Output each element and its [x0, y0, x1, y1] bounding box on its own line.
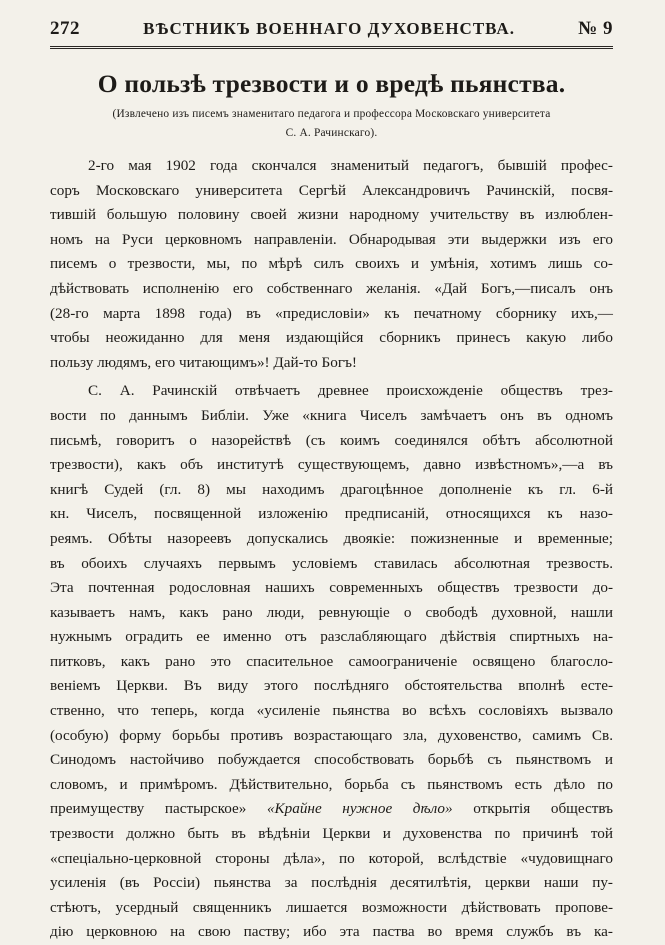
- text-line: дѣйствовать исполненію его собственнаго желанія. «Дай Богъ,—писалъ онъ: [50, 279, 613, 297]
- subtitle-line: (Извлечено изъ писемъ знаменитаго педагога и профессора Московскаго университета: [112, 108, 551, 120]
- text-line: питковъ, какъ рано это спасительное самоограниченіе освящено благосло-: [50, 652, 613, 670]
- text-line: 2-го мая 1902 года скончался знаменитый педагогъ, бывшій профес-: [88, 157, 613, 174]
- text-line: С. А. Рачинскій отвѣчаетъ древнее происхожденіе обществъ трез-: [88, 382, 613, 400]
- italic-quote: «Крайне нужное дѣло»: [266, 800, 453, 818]
- text-line: въ обоихъ случаяхъ первымъ условіемъ ставилась абсолютная трезвость.: [50, 554, 613, 572]
- line-text: преимуществу пастырское»: [50, 800, 247, 818]
- text-line: Эта почтенная родословная нашихъ современныхъ обществъ трезвости до-: [50, 579, 613, 597]
- paragraph-2: [50, 379, 613, 945]
- text-line: дію церковною на свою паству; ибо эта паства во время службъ въ ка-: [50, 923, 613, 941]
- text-line: номъ на Руси церковномъ направленіи. Обнародывая эти выдержки изъ его: [50, 230, 613, 248]
- subtitle-line: С. А. Рачинскаго).: [285, 127, 378, 139]
- text-line: кн. Чиселъ, посвященной изложенію предписаній, относящихся къ назо-: [50, 505, 613, 523]
- text-line: стѣютъ, усердный священникъ лишается возможности дѣйствовать пропове-: [50, 898, 613, 916]
- journal-title: ВѢСТНИКЪ ВОЕННАГО ДУХОВЕНСТВА.: [143, 19, 515, 38]
- text-line: [50, 797, 613, 822]
- text-line: реямъ. Обѣты назореевъ допускались двоякіе: пожизненные и временные;: [50, 529, 613, 547]
- text-line: трезвости должно быть въ вѣдѣніи Церкви и духовенства по причинѣ той: [50, 825, 613, 843]
- text-line: Синодомъ настойчиво побуждается способствовать борьбѣ съ пьянствомъ и: [50, 751, 613, 769]
- page-number: 272: [50, 18, 80, 39]
- article-title: О пользѣ трезвости и о вредѣ пьянства.: [97, 69, 566, 98]
- text-line: словомъ, и примѣромъ. Дѣйствительно, борьба съ пьянствомъ есть дѣло по: [50, 775, 613, 793]
- text-line: трезвости), какъ объ институтѣ существующемъ, давно извѣстномъ»,—а въ: [50, 456, 613, 474]
- text-line: письмѣ, говоритъ о назорействѣ (съ коимъ соединялся обѣтъ абсолютной: [50, 431, 613, 449]
- text-line: ственно, что теперь, когда «усиленіе пьянства во всѣхъ сословіяхъ вызвало: [50, 702, 613, 720]
- article-subtitle: [50, 105, 613, 143]
- text-line: «спеціально-церковной стороны дѣла», по которой, вслѣдствіе «чудовищнаго: [50, 849, 613, 867]
- text-line: (особую) форму борьбы противъ возрастающаго зла, духовенство, самимъ Св.: [50, 726, 613, 744]
- text-line: соръ Московскаго университета Сергѣй Александровичъ Рачинскій, посвя-: [50, 181, 613, 199]
- text-line: писемъ о трезвости, мы, по мѣрѣ силъ своихъ и умѣнія, хотимъ лишь со-: [50, 255, 613, 273]
- text-line: чтобы неожиданно для меня издающійся сборникъ принесъ какую либо: [50, 329, 613, 347]
- line-text: открытія обществъ: [473, 800, 614, 818]
- header-rule: [50, 46, 613, 49]
- text-line: казываетъ намъ, какъ рано люди, ревнующіе о свободѣ духовной, нашли: [50, 603, 613, 621]
- text-line: усиленія (въ Россіи) пьянства за послѣднія десятилѣтія, церкви наши пу-: [50, 874, 613, 892]
- text-line: (28-го марта 1898 года) въ «предисловіи» къ печатному сборнику ихъ,—: [50, 304, 613, 322]
- text-line: вости по даннымъ Библіи. Уже «книга Чиселъ замѣчаетъ онъ въ одномъ: [50, 406, 613, 424]
- text-line: тившій большую половину своей жизни народному учительству въ излюблен-: [50, 206, 613, 224]
- issue-number: № 9: [578, 18, 613, 39]
- text-line: книгѣ Судей (гл. 8) мы находимъ драгоцѣнное дополненіе къ гл. 6-й: [50, 480, 613, 498]
- text-line: веніемъ Церкви. Въ виду этого послѣдняго обстоятельства вполнѣ есте-: [50, 677, 613, 695]
- paragraph-1: [50, 154, 613, 375]
- text-line: пользу людямъ, его читающимъ»! Дай-то Богъ!: [50, 353, 357, 371]
- text-line: нужнымъ оградить ее именно отъ разслабляющаго дѣйствія спиртныхъ на-: [50, 628, 613, 646]
- running-header: [50, 18, 613, 40]
